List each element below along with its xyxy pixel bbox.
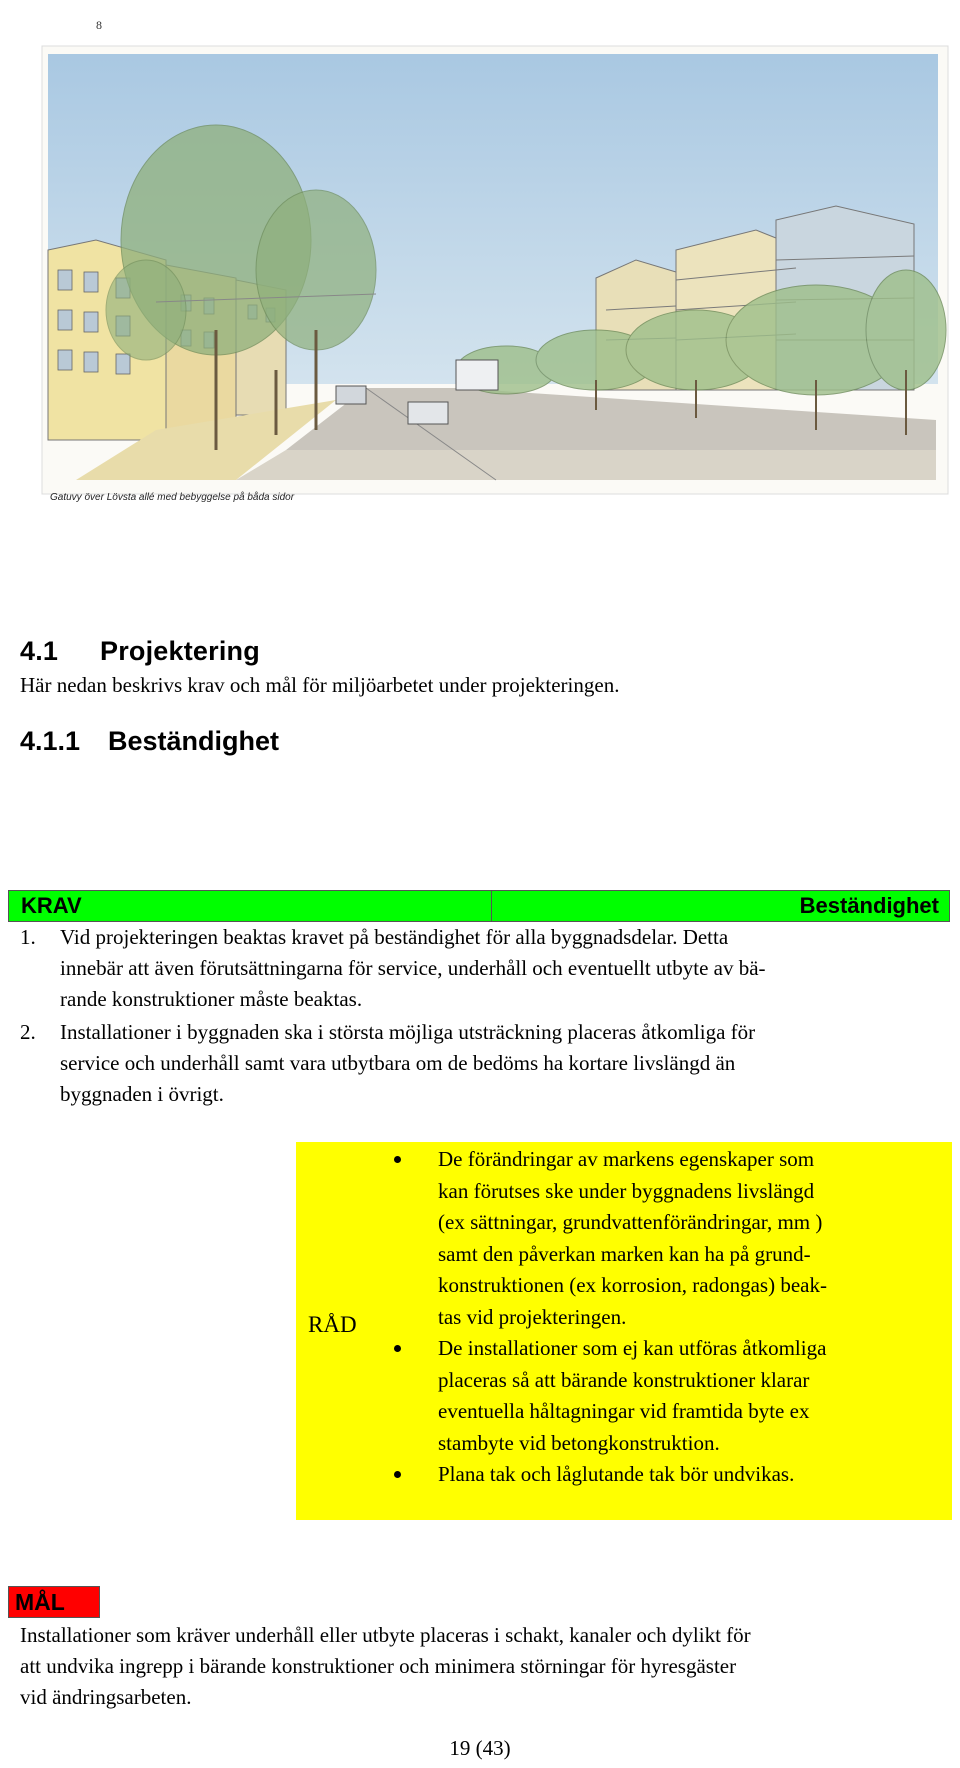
- rad-item: [392, 1333, 932, 1459]
- rad-item-line: eventuella håltagningar vid framtida byte ex: [438, 1399, 810, 1423]
- street-illustration: [36, 10, 954, 545]
- krav-item-line: Installationer i byggnaden ska i största möjliga utsträckning placeras åtkomliga för: [60, 1020, 756, 1044]
- sketch-page-number: 8: [96, 18, 102, 32]
- street-sketch-illustration: [36, 10, 954, 545]
- section-title: Projektering: [100, 636, 260, 666]
- subsection-heading: [20, 726, 279, 757]
- krav-label: KRAV: [9, 891, 492, 921]
- bullet-icon: [394, 1471, 401, 1478]
- mal-label: MÅL: [8, 1586, 100, 1618]
- mal-line: vid ändringsarbeten.: [20, 1685, 192, 1709]
- subsection-title: Beständighet: [108, 726, 280, 756]
- krav-list: [20, 922, 955, 1110]
- rad-item-line: tas vid projekteringen.: [438, 1304, 627, 1329]
- illustration-caption: Gatuvy över Lövsta allé med bebyggelse på båda sidor: [50, 492, 295, 503]
- krav-topic: Beständighet: [799, 893, 939, 918]
- rad-item-line: samt den påverkan marken kan ha på grund-: [438, 1241, 811, 1266]
- rad-item-line: placeras så att bärande konstruktioner klarar: [438, 1367, 810, 1392]
- bullet-icon: [394, 1156, 401, 1163]
- krav-item-line: Vid projekteringen beaktas kravet på beständighet för alla byggnadsdelar. Detta: [60, 925, 729, 949]
- krav-item-line: service och underhåll samt vara utbytbara om de bedöms ha kortare livslängd än: [60, 1051, 736, 1075]
- mal-line: Installationer som kräver underhåll eller utbyte placeras i schakt, kanaler och dylikt för: [20, 1623, 751, 1647]
- bullet-icon: [394, 1345, 401, 1352]
- rad-item-line: De förändringar av markens egenskaper som: [438, 1147, 815, 1171]
- krav-item-number: 2.: [20, 1020, 36, 1044]
- section-number: 4.1: [20, 636, 59, 666]
- rad-item-line: Plana tak och låglutande tak bör undvikas.: [438, 1462, 795, 1486]
- rad-item-line: (ex sättningar, grundvattenförändringar, mm ): [438, 1210, 823, 1234]
- rad-item-line: De installationer som ej kan utföras åtkomliga: [438, 1336, 827, 1360]
- rad-label: RÅD: [308, 1312, 357, 1337]
- krav-item-line: innebär att även förutsättningarna för service, underhåll och eventuellt utbyte av bä-: [60, 956, 766, 980]
- rad-item: [392, 1144, 932, 1333]
- mal-text: [20, 1620, 955, 1713]
- krav-item: [20, 922, 955, 1015]
- krav-item-line: rande konstruktioner måste beaktas.: [60, 987, 363, 1011]
- rad-box: [296, 1142, 952, 1520]
- section-intro: Här nedan beskrivs krav och mål för miljöarbetet under projekteringen.: [20, 673, 620, 697]
- krav-item: [20, 1017, 955, 1110]
- krav-item-number: 1.: [20, 925, 36, 949]
- krav-item-line: byggnaden i övrigt.: [60, 1082, 224, 1106]
- page-number: 19 (43): [449, 1736, 511, 1760]
- rad-item: [392, 1459, 932, 1491]
- subsection-number: 4.1.1: [20, 726, 81, 756]
- section-heading: [20, 636, 260, 667]
- rad-item-line: kan förutses ske under byggnadens livslängd: [438, 1178, 815, 1203]
- krav-header-row: [8, 890, 950, 922]
- rad-item-line: stambyte vid betongkonstruktion.: [438, 1430, 720, 1455]
- rad-list: [392, 1144, 932, 1491]
- rad-item-line: konstruktionen (ex korrosion, radongas) beak-: [438, 1273, 827, 1297]
- mal-line: att undvika ingrepp i bärande konstruktioner och minimera störningar för hyresgäster: [20, 1654, 737, 1678]
